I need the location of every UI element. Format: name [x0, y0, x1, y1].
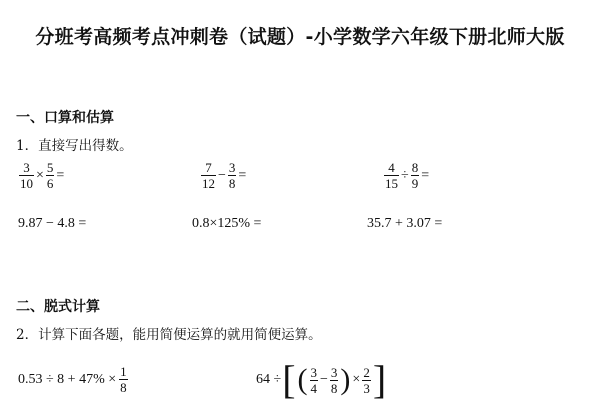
- section-heading-step-calc: 二、脱式计算: [16, 299, 100, 315]
- expr-2-1: 9.87 − 4.8 =: [18, 216, 87, 231]
- calc-expr-2: 64 ÷ [ ( $\frac{3}{4}$ − $\frac{3}{8}$ ) × $\frac{2}{3}$ ]: [256, 357, 387, 402]
- expr-1-3: $\frac{4}{15}$ ÷ $\frac{8}{9}$ =: [385, 160, 430, 191]
- question-2-instruction: 2．计算下面各题，能用简便运算的就用简便运算。: [16, 327, 322, 343]
- expr-2-3: 35.7 + 3.07 =: [367, 216, 443, 231]
- fraction: $\frac{3}{10}$: [20, 160, 33, 191]
- expr-2-2: 0.8×125% =: [192, 216, 262, 231]
- document-title: 分班考高频考点冲刺卷（试题）-小学数学六年级下册北师大版: [35, 26, 565, 48]
- expr-1-2: $\frac{7}{12}$ − $\frac{3}{8}$ =: [202, 160, 247, 191]
- fraction: $\frac{3}{8}$: [330, 364, 338, 396]
- fraction: $\frac{3}{8}$: [228, 160, 236, 191]
- fraction: $\frac{3}{4}$: [310, 364, 318, 396]
- fraction: $\frac{2}{3}$: [363, 364, 370, 396]
- section-heading-mental-math: 一、口算和估算: [16, 110, 114, 126]
- fraction: $\frac{8}{9}$: [411, 160, 419, 191]
- question-1-instruction: 1．直接写出得数。: [16, 138, 133, 154]
- expr-1-1: $\frac{3}{10}$ × $\frac{5}{6}$ =: [20, 160, 65, 191]
- fraction: $\frac{4}{15}$: [385, 160, 398, 191]
- fraction: $\frac{1}{8}$: [120, 364, 127, 395]
- fraction: $\frac{5}{6}$: [46, 160, 54, 191]
- fraction: $\frac{7}{12}$: [202, 160, 215, 191]
- calc-expr-1: 0.53 ÷ 8 + 47% × $\frac{1}{8}$: [18, 364, 127, 395]
